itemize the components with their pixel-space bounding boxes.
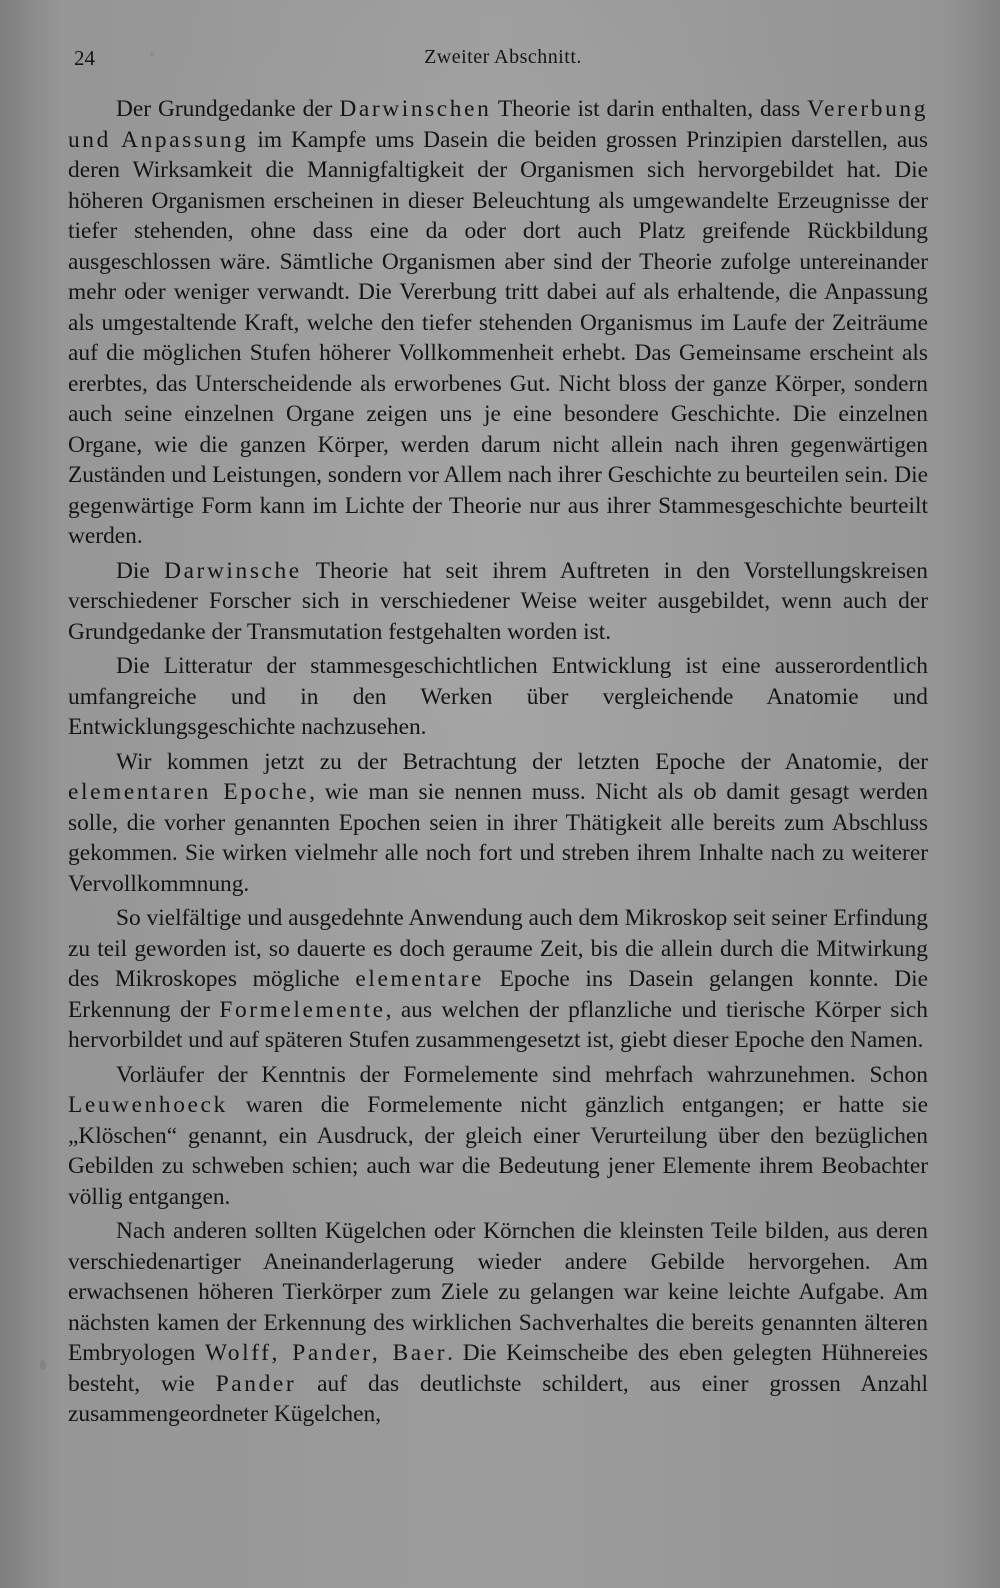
text-run: Nach anderen sollten Kügelchen oder Körnchen die kleinsten Teile bilden, aus deren verschiedenartiger Aneinanderlagerung wieder andere Gebilde hervorgehen. Am erwachsenen höheren Tierkörper zum Ziele zu gelangen war keine leichte Aufgabe. Am nächsten kamen der Erkennung des wirklichen Sachverhaltes die bereits genannten älteren Embryologen xyxy=(68,1218,928,1366)
text-run: Epoche ins Dasein gelangen konnte. Die Erkennung der xyxy=(68,966,928,1023)
text-run: Theorie hat seit ihrem Auftreten in den Vorstellungskreisen verschiedener Forscher sich in verschiedener Weise weiter ausgebildet, wenn auch der Grundgedanke der Transmutation festgehalten worden ist. xyxy=(68,557,929,645)
paragraph xyxy=(68,94,928,552)
page-number: 24 xyxy=(74,46,95,70)
emphasized-name: Formelemente xyxy=(219,996,386,1023)
emphasized-name: Darwinschen xyxy=(339,96,492,122)
text-run: Theorie ist darin enthalten, dass xyxy=(491,96,808,122)
paragraph xyxy=(68,651,928,743)
paragraph xyxy=(68,903,928,1056)
running-head: Zweiter Abschnitt. xyxy=(424,46,582,68)
emphasized-name: Vererbung und Anpassung xyxy=(68,96,928,153)
ink-speck xyxy=(40,1360,46,1370)
paragraph xyxy=(68,747,928,900)
text-run: Wir kommen jetzt zu der Betrachtung der letzten Epoche der Anatomie, der xyxy=(116,748,928,775)
text-run: Die Litteratur der stammesgeschichtlichen Entwicklung ist eine ausserordentlich umfangreiche und in den Werken über vergleichende Anatomie und Entwicklungsgeschichte nachzusehen. xyxy=(68,653,928,740)
emphasized-name: Leuwenhoeck xyxy=(68,1092,228,1118)
text-run: . Die Keimscheibe des eben gelegten Hühnereies besteht, wie xyxy=(68,1340,929,1397)
text-run: auf das deutlichste schildert, aus einer grossen Anzahl zusammengeordneter Kügelchen, xyxy=(68,1370,928,1427)
text-run: So vielfältige und ausgedehnte Anwendung auch dem Mikroskop seit seiner Erfindung zu teil geworden ist, so dauerte es doch geraume Zeit, bis die allein durch die Mitwirkung des Mikroskopes mögliche xyxy=(68,905,929,992)
emphasized-name: elementare xyxy=(355,966,484,992)
emphasized-name: elementaren Epoche xyxy=(68,779,310,805)
body-text xyxy=(68,94,928,1430)
emphasized-name: Darwinsche xyxy=(164,557,302,584)
paragraph xyxy=(68,1216,928,1430)
text-run: , aus welchen der pflanzliche und tierische Körper sich hervorbildet und auf späteren Stufen zusammengesetzt ist, giebt dieser Epoche den Namen. xyxy=(68,996,928,1053)
paragraph xyxy=(68,1060,928,1213)
text-run: waren die Formelemente nicht gänzlich entgangen; er hatte sie „Klöschen“ genannt, ein Ausdruck, der gleich einer Verurteilung über den bezüglichen Gebilden zu schweben schien; auch war die Bedeutung jener Elemente ihrem Beobachter völlig entgangen. xyxy=(68,1092,928,1210)
page-header xyxy=(68,40,928,74)
text-run: , wie man sie nennen muss. Nicht als ob damit gesagt werden solle, die vorher genannten Epochen seien in ihrer Thätigkeit alle bereits zum Abschluss gekommen. Sie wirken vielmehr alle noch fort und streben ihrem Inhalte nach zu weiterer Vervollkommnung. xyxy=(68,779,928,897)
text-run: im Kampfe ums Dasein die beiden grossen Prinzipien darstellen, aus deren Wirksamkeit die Mannigfaltigkeit der Organismen sich hervorgebildet hat. Die höheren Organismen erscheinen in dieser Beleuchtung als umgewandelte Erzeugnisse der tiefer stehenden, ohne dass eine da oder dort auch Platz greifende Rückbildung ausgeschlossen wäre. Sämtliche Organismen aber sind der Theorie zufolge untereinander mehr oder weniger verwandt. Die Vererbung tritt dabei auf als erhaltende, die Anpassung als umgestaltende Kraft, welche den tiefer stehenden Organismus im Laufe der Zeiträume auf die möglichen Stufen höherer Vollkommenheit erhebt. Das Gemeinsame erscheint als ererbtes, das Unterscheidende als erworbenes Gut. Nicht bloss der ganze Körper, sondern auch seine einzelnen Organe zeigen uns je eine besondere Geschichte. Die einzelnen Organe, wie die ganzen Körper, werden darum nicht allein nach ihren gegenwärtigen Zuständen und Leistungen, sondern vor Allem nach ihrer Geschichte zu beurteilen sein. Die gegenwärtige Form kann im Lichte der Theorie nur aus ihrer Stammesgeschichte beurteilt werden. xyxy=(68,126,928,549)
emphasized-name: Pander xyxy=(215,1370,297,1397)
text-run: Vorläufer der Kenntnis der Formelemente sind mehrfach wahrzunehmen. Schon xyxy=(116,1061,928,1088)
emphasized-name: Wolff, Pander, Baer xyxy=(205,1340,448,1366)
text-run: Die xyxy=(116,557,165,584)
text-run: Der Grundgedanke der xyxy=(116,96,340,122)
paragraph xyxy=(68,556,928,648)
